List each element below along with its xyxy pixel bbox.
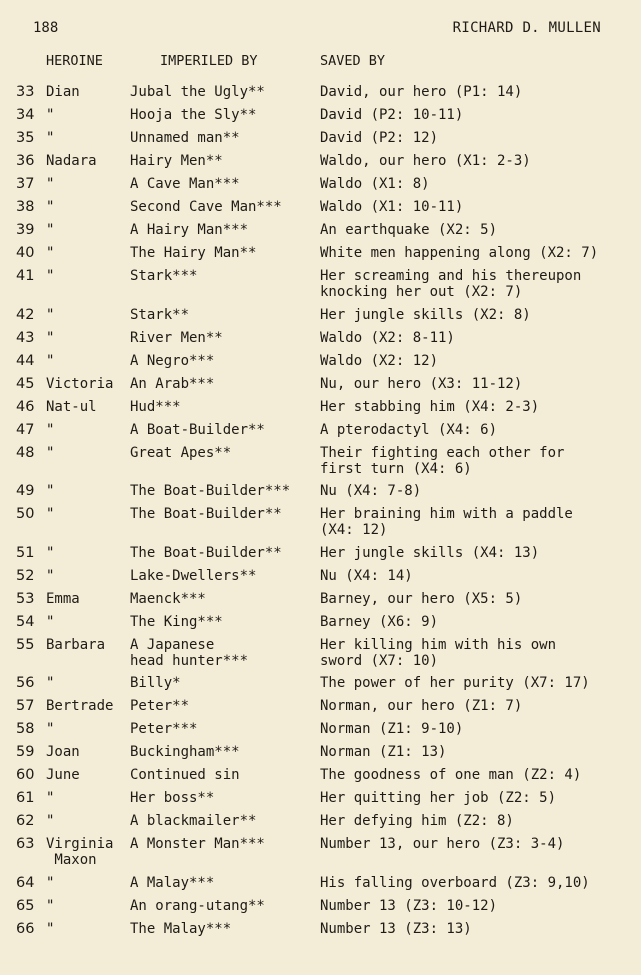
heroine-cell: " xyxy=(46,199,55,215)
row-number: 56 xyxy=(16,675,35,691)
row-number: 46 xyxy=(16,398,35,415)
saved-by-cell: Waldo (X1: 8) xyxy=(320,176,430,192)
imperiled-by-cell: A Japanese head hunter*** xyxy=(130,636,249,669)
imperiled-by-cell: Hud*** xyxy=(130,398,181,415)
imperiled-by-cell: The Hairy Man** xyxy=(130,245,257,261)
imperiled-by-cell: Her boss** xyxy=(130,790,215,806)
saved-by-cell: The power of her purity (X7: 17) xyxy=(320,675,590,691)
row-number: 38 xyxy=(16,199,35,215)
row-number: 33 xyxy=(16,84,35,100)
row-number: 40 xyxy=(16,245,35,261)
heroine-cell: " xyxy=(46,675,55,691)
row-number: 66 xyxy=(16,920,35,937)
heroine-cell: " xyxy=(46,306,55,323)
imperiled-by-cell: The Boat-Builder** xyxy=(130,544,282,561)
heroine-cell: Barbara xyxy=(46,636,106,653)
heroine-cell: " xyxy=(46,721,55,737)
saved-by-cell: His falling overboard (Z3: 9,10) xyxy=(320,874,590,891)
imperiled-by-cell: Hairy Men** xyxy=(130,153,223,169)
saved-by-cell: Her screaming and his thereupon knocking her out (X2: 7) xyxy=(320,268,582,300)
saved-by-cell: White men happening along (X2: 7) xyxy=(320,245,599,261)
heroine-cell: " xyxy=(46,790,55,806)
imperiled-by-cell: Continued sin xyxy=(130,767,240,783)
heroine-cell: " xyxy=(46,222,55,238)
imperiled-by-cell: Stark*** xyxy=(130,268,198,284)
row-number: 65 xyxy=(16,897,35,914)
heroine-cell: " xyxy=(46,544,55,561)
saved-by-cell: The goodness of one man (Z2: 4) xyxy=(320,767,582,783)
heroine-cell: Joan xyxy=(46,744,80,760)
row-number: 43 xyxy=(16,329,35,346)
saved-by-cell: Her killing him with his own sword (X7: 10) xyxy=(320,636,557,669)
heroine-cell: " xyxy=(46,352,55,369)
saved-by-cell: Her defying him (Z2: 8) xyxy=(320,813,514,829)
saved-by-cell: Number 13 (Z3: 10-12) xyxy=(320,897,498,914)
imperiled-by-cell: Great Apes** xyxy=(130,444,232,461)
saved-by-cell: Her quitting her job (Z2: 5) xyxy=(320,790,557,806)
heroine-cell: " xyxy=(46,567,55,584)
row-number: 44 xyxy=(16,352,35,369)
row-number: 35 xyxy=(16,130,35,146)
imperiled-by-cell: The King*** xyxy=(130,613,223,630)
row-number: 34 xyxy=(16,107,35,123)
row-number: 60 xyxy=(16,767,35,783)
saved-by-cell: An earthquake (X2: 5) xyxy=(320,222,498,238)
heroine-cell: " xyxy=(46,483,55,499)
imperiled-by-cell: Maenck*** xyxy=(130,590,206,607)
imperiled-by-cell: The Boat-Builder** xyxy=(130,506,282,522)
imperiled-by-cell: A Boat-Builder** xyxy=(130,421,265,438)
page-number: 188 xyxy=(33,20,59,36)
row-number: 58 xyxy=(16,721,35,737)
row-number: 42 xyxy=(16,306,35,323)
row-number: 50 xyxy=(16,506,35,522)
imperiled-by-cell: Buckingham*** xyxy=(130,744,240,760)
heroine-cell: Nadara xyxy=(46,153,97,169)
saved-by-cell: David (P2: 10-11) xyxy=(320,107,464,123)
column-header-saved-by: SAVED BY xyxy=(320,53,386,69)
row-number: 63 xyxy=(16,836,35,852)
imperiled-by-cell: Billy* xyxy=(130,675,181,691)
imperiled-by-cell: Jubal the Ugly** xyxy=(130,84,265,100)
imperiled-by-cell: A Monster Man*** xyxy=(130,836,265,852)
row-number: 61 xyxy=(16,790,35,806)
imperiled-by-cell: A Negro*** xyxy=(130,352,215,369)
saved-by-cell: Nu (X4: 14) xyxy=(320,567,413,584)
heroine-cell: " xyxy=(46,813,55,829)
saved-by-cell: Number 13 (Z3: 13) xyxy=(320,920,472,937)
saved-by-cell: Her stabbing him (X4: 2-3) xyxy=(320,398,540,415)
imperiled-by-cell: Lake-Dwellers** xyxy=(130,567,257,584)
row-number: 51 xyxy=(16,544,35,561)
imperiled-by-cell: Unnamed man** xyxy=(130,130,240,146)
row-number: 47 xyxy=(16,421,35,438)
saved-by-cell: Norman, our hero (Z1: 7) xyxy=(320,698,523,714)
heroine-cell: " xyxy=(46,874,55,891)
row-number: 64 xyxy=(16,874,35,891)
row-number: 52 xyxy=(16,567,35,584)
row-number: 59 xyxy=(16,744,35,760)
row-number: 37 xyxy=(16,176,35,192)
saved-by-cell: Her jungle skills (X2: 8) xyxy=(320,306,531,323)
saved-by-cell: Nu, our hero (X3: 11-12) xyxy=(320,375,523,392)
column-header-heroine: HEROINE xyxy=(46,53,103,69)
imperiled-by-cell: A blackmailer** xyxy=(130,813,257,829)
row-number: 48 xyxy=(16,444,35,461)
heroine-cell: " xyxy=(46,329,55,346)
saved-by-cell: Waldo (X2: 12) xyxy=(320,352,439,369)
heroine-cell: " xyxy=(46,245,55,261)
heroine-cell: Emma xyxy=(46,590,80,607)
heroine-cell: " xyxy=(46,107,55,123)
column-header-imperiled-by: IMPERILED BY xyxy=(160,53,258,69)
heroine-cell: " xyxy=(46,613,55,630)
heroine-cell: Bertrade xyxy=(46,698,114,714)
page-header xyxy=(33,20,601,38)
row-number: 62 xyxy=(16,813,35,829)
saved-by-cell: Her jungle skills (X4: 13) xyxy=(320,544,540,561)
heroine-cell: " xyxy=(46,920,55,937)
imperiled-by-cell: The Malay*** xyxy=(130,920,232,937)
row-number: 57 xyxy=(16,698,35,714)
imperiled-by-cell: River Men** xyxy=(130,329,223,346)
running-head: RICHARD D. MULLEN xyxy=(452,20,601,36)
row-number: 55 xyxy=(16,636,35,653)
heroine-cell: Dian xyxy=(46,84,80,100)
heroine-cell: June xyxy=(46,767,80,783)
heroine-cell: Nat-ul xyxy=(46,398,97,415)
heroine-cell: " xyxy=(46,421,55,438)
imperiled-by-cell: Peter*** xyxy=(130,721,198,737)
row-number: 41 xyxy=(16,268,35,284)
imperiled-by-cell: An orang-utang** xyxy=(130,897,265,914)
heroine-cell: " xyxy=(46,130,55,146)
row-number: 45 xyxy=(16,375,35,392)
saved-by-cell: Nu (X4: 7-8) xyxy=(320,483,422,499)
saved-by-cell: David, our hero (P1: 14) xyxy=(320,84,523,100)
saved-by-cell: Their fighting each other for first turn (X4: 6) xyxy=(320,444,565,477)
row-number: 49 xyxy=(16,483,35,499)
row-number: 39 xyxy=(16,222,35,238)
saved-by-cell: Norman (Z1: 13) xyxy=(320,744,447,760)
heroine-cell: " xyxy=(46,268,55,284)
heroine-cell: " xyxy=(46,176,55,192)
imperiled-by-cell: A Cave Man*** xyxy=(130,176,240,192)
saved-by-cell: David (P2: 12) xyxy=(320,130,439,146)
row-number: 53 xyxy=(16,590,35,607)
saved-by-cell: Waldo, our hero (X1: 2-3) xyxy=(320,153,531,169)
imperiled-by-cell: An Arab*** xyxy=(130,375,215,392)
row-number: 54 xyxy=(16,613,35,630)
saved-by-cell: Barney, our hero (X5: 5) xyxy=(320,590,523,607)
saved-by-cell: A pterodactyl (X4: 6) xyxy=(320,421,498,438)
imperiled-by-cell: The Boat-Builder*** xyxy=(130,483,291,499)
imperiled-by-cell: A Hairy Man*** xyxy=(130,222,249,238)
saved-by-cell: Her braining him with a paddle (X4: 12) xyxy=(320,506,573,538)
saved-by-cell: Number 13, our hero (Z3: 3-4) xyxy=(320,836,565,852)
imperiled-by-cell: Second Cave Man*** xyxy=(130,199,282,215)
saved-by-cell: Barney (X6: 9) xyxy=(320,613,439,630)
saved-by-cell: Waldo (X2: 8-11) xyxy=(320,329,455,346)
imperiled-by-cell: Peter** xyxy=(130,698,190,714)
heroine-cell: " xyxy=(46,444,55,461)
imperiled-by-cell: A Malay*** xyxy=(130,874,215,891)
saved-by-cell: Norman (Z1: 9-10) xyxy=(320,721,464,737)
heroine-cell: " xyxy=(46,506,55,522)
heroine-cell: " xyxy=(46,897,55,914)
heroine-cell: Victoria xyxy=(46,375,114,392)
imperiled-by-cell: Hooja the Sly** xyxy=(130,107,257,123)
imperiled-by-cell: Stark** xyxy=(130,306,190,323)
table-header xyxy=(0,53,641,71)
row-number: 36 xyxy=(16,153,35,169)
heroine-cell: Virginia Maxon xyxy=(46,836,114,868)
saved-by-cell: Waldo (X1: 10-11) xyxy=(320,199,464,215)
